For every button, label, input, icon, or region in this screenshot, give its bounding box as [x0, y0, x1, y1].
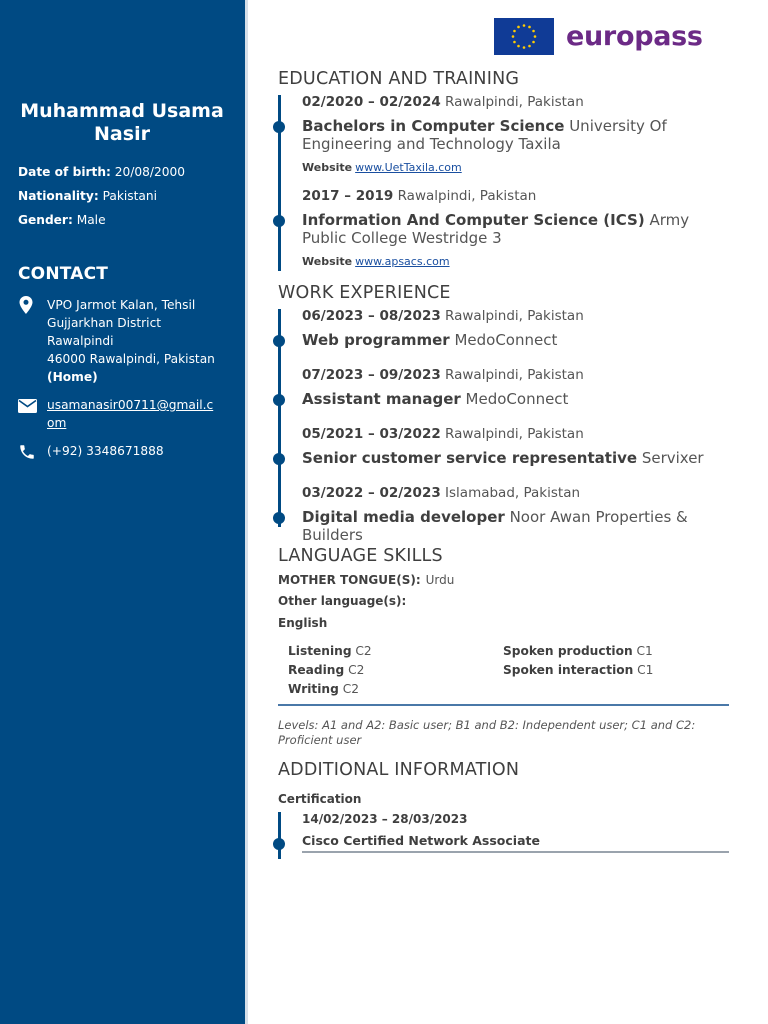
- education-2-degree: Information And Computer Science (ICS): [302, 211, 645, 229]
- divider: [278, 704, 729, 706]
- education-2-dates: 2017 – 2019: [302, 188, 394, 204]
- eu-star: [528, 45, 531, 48]
- education-2-location: Rawalpindi, Pakistan: [397, 188, 537, 204]
- education-1-title: [302, 117, 732, 153]
- website-label: Website: [302, 255, 353, 268]
- work-2-dates: 07/2023 – 09/2023: [302, 367, 441, 383]
- timeline-dot: [273, 512, 285, 524]
- languages-heading: LANGUAGE SKILLS: [278, 546, 443, 566]
- certification-timeline: [278, 812, 281, 859]
- timeline-dot: [273, 838, 285, 850]
- work-1-location: Rawalpindi, Pakistan: [445, 308, 584, 324]
- dob-value: 20/08/2000: [114, 165, 186, 179]
- certification-name: Cisco Certified Network Associate: [302, 833, 540, 848]
- address-line-2: Gujjarkhan District: [47, 316, 162, 330]
- address-line-3: Rawalpindi: [47, 334, 114, 348]
- work-3-location: Rawalpindi, Pakistan: [445, 426, 584, 442]
- skill-listening: [288, 644, 372, 658]
- nationality-value: Pakistani: [102, 189, 157, 203]
- skill-spoken-interaction-level: C1: [637, 663, 654, 677]
- timeline-dot: [273, 394, 285, 406]
- eu-star: [512, 35, 515, 38]
- gender: [18, 212, 106, 228]
- work-4-company: Noor Awan Properties & Builders: [302, 508, 688, 544]
- skill-spoken-production: [503, 644, 653, 658]
- work-2-date: [302, 367, 584, 383]
- certification-dates: 14/02/2023 – 28/03/2023: [302, 812, 468, 826]
- additional-heading: ADDITIONAL INFORMATION: [278, 760, 520, 780]
- timeline-dot: [273, 335, 285, 347]
- education-heading: EDUCATION AND TRAINING: [278, 69, 520, 89]
- work-4-title: [302, 508, 742, 544]
- work-1-title: [302, 331, 732, 349]
- website-label: Website: [302, 161, 353, 174]
- work-2-location: Rawalpindi, Pakistan: [445, 367, 584, 383]
- skill-reading: [288, 663, 364, 677]
- eu-star: [532, 41, 535, 44]
- eu-star: [517, 45, 520, 48]
- education-1-degree: Bachelors in Computer Science: [302, 117, 565, 135]
- skill-spoken-production-label: Spoken production: [503, 644, 633, 658]
- work-4-location: Islamabad, Pakistan: [445, 485, 581, 501]
- skill-spoken-production-level: C1: [636, 644, 653, 658]
- education-1-website-link[interactable]: www.UetTaxila.com: [355, 161, 462, 174]
- education-1-dates: 02/2020 – 02/2024: [302, 94, 441, 110]
- work-2-company: MedoConnect: [465, 390, 569, 408]
- europass-logo: [494, 18, 703, 55]
- address-type: (Home): [47, 370, 98, 384]
- work-3-role: Senior customer service representative: [302, 449, 638, 467]
- work-2-title: [302, 390, 732, 408]
- other-languages-label: Other language(s):: [278, 594, 407, 608]
- education-2-website: [302, 255, 450, 268]
- mother-tongue: [278, 573, 454, 587]
- eu-star: [534, 35, 537, 38]
- education-2-institution: Army Public College Westridge 3: [302, 211, 690, 247]
- contact-email: [18, 396, 228, 432]
- address-line-1: VPO Jarmot Kalan, Tehsil: [47, 298, 196, 312]
- eu-star: [517, 26, 520, 29]
- work-3-company: Servixer: [641, 449, 704, 467]
- eu-star: [532, 30, 535, 33]
- skill-spoken-interaction-label: Spoken interaction: [503, 663, 634, 677]
- skill-listening-label: Listening: [288, 644, 352, 658]
- phone-number: (+92) 3348671888: [47, 444, 164, 458]
- phone-icon: [18, 442, 47, 461]
- europass-wordmark: europass: [566, 21, 703, 52]
- skill-reading-label: Reading: [288, 663, 345, 677]
- work-4-dates: 03/2022 – 02/2023: [302, 485, 441, 501]
- skill-writing-label: Writing: [288, 682, 339, 696]
- work-3-title: [302, 449, 732, 467]
- timeline-dot: [273, 453, 285, 465]
- education-2-website-link[interactable]: www.apsacs.com: [355, 255, 450, 268]
- gender-value: Male: [76, 213, 106, 227]
- work-4-role: Digital media developer: [302, 508, 505, 526]
- levels-note: Levels: A1 and A2: Basic user; B1 and B2: Independent user; C1 and C2: Proficient user: [278, 718, 696, 747]
- other-language-name: English: [278, 616, 328, 630]
- certification-label: Certification: [278, 792, 362, 806]
- skill-reading-level: C2: [348, 663, 365, 677]
- work-1-role: Web programmer: [302, 331, 450, 349]
- eu-flag-icon: [494, 18, 554, 55]
- sidebar: [0, 0, 245, 1024]
- eu-star: [513, 30, 516, 33]
- skill-writing-level: C2: [342, 682, 359, 696]
- education-2-title: [302, 211, 722, 247]
- envelope-icon: [18, 396, 47, 432]
- education-2-date: [302, 188, 536, 204]
- location-pin-icon: [18, 296, 47, 386]
- eu-star: [513, 41, 516, 44]
- skill-spoken-interaction: [503, 663, 653, 677]
- timeline-dot: [273, 215, 285, 227]
- sidebar-edge: [245, 0, 248, 1024]
- work-1-date: [302, 308, 584, 324]
- mother-tongue-value: Urdu: [425, 573, 455, 587]
- work-1-dates: 06/2023 – 08/2023: [302, 308, 441, 324]
- date-of-birth: [18, 164, 185, 180]
- nationality-label: Nationality:: [18, 189, 99, 203]
- skill-writing: [288, 682, 359, 696]
- work-3-dates: 05/2021 – 03/2022: [302, 426, 441, 442]
- work-3-date: [302, 426, 584, 442]
- contact-heading: CONTACT: [18, 264, 109, 284]
- mother-tongue-label: MOTHER TONGUE(S):: [278, 573, 421, 587]
- gender-label: Gender:: [18, 213, 73, 227]
- contact-phone: [18, 442, 228, 461]
- work-heading: WORK EXPERIENCE: [278, 283, 451, 303]
- eu-star: [523, 46, 526, 49]
- candidate-name: Muhammad Usama Nasir: [20, 100, 224, 145]
- eu-star: [523, 24, 526, 27]
- work-2-role: Assistant manager: [302, 390, 461, 408]
- work-4-date: [302, 485, 580, 501]
- skill-listening-level: C2: [355, 644, 372, 658]
- nationality: [18, 188, 157, 204]
- education-1-location: Rawalpindi, Pakistan: [445, 94, 584, 110]
- education-1-date: [302, 94, 584, 110]
- work-1-company: MedoConnect: [454, 331, 558, 349]
- eu-star: [528, 26, 531, 29]
- email-link[interactable]: usamanasir00711@gmail.com: [47, 398, 214, 430]
- education-1-website: [302, 161, 462, 174]
- education-1-institution: University Of Engineering and Technology Taxila: [302, 117, 667, 153]
- address-line-4: 46000 Rawalpindi, Pakistan: [47, 352, 215, 366]
- timeline-dot: [273, 121, 285, 133]
- contact-address: [18, 296, 228, 386]
- divider: [302, 851, 729, 853]
- dob-label: Date of birth:: [18, 165, 111, 179]
